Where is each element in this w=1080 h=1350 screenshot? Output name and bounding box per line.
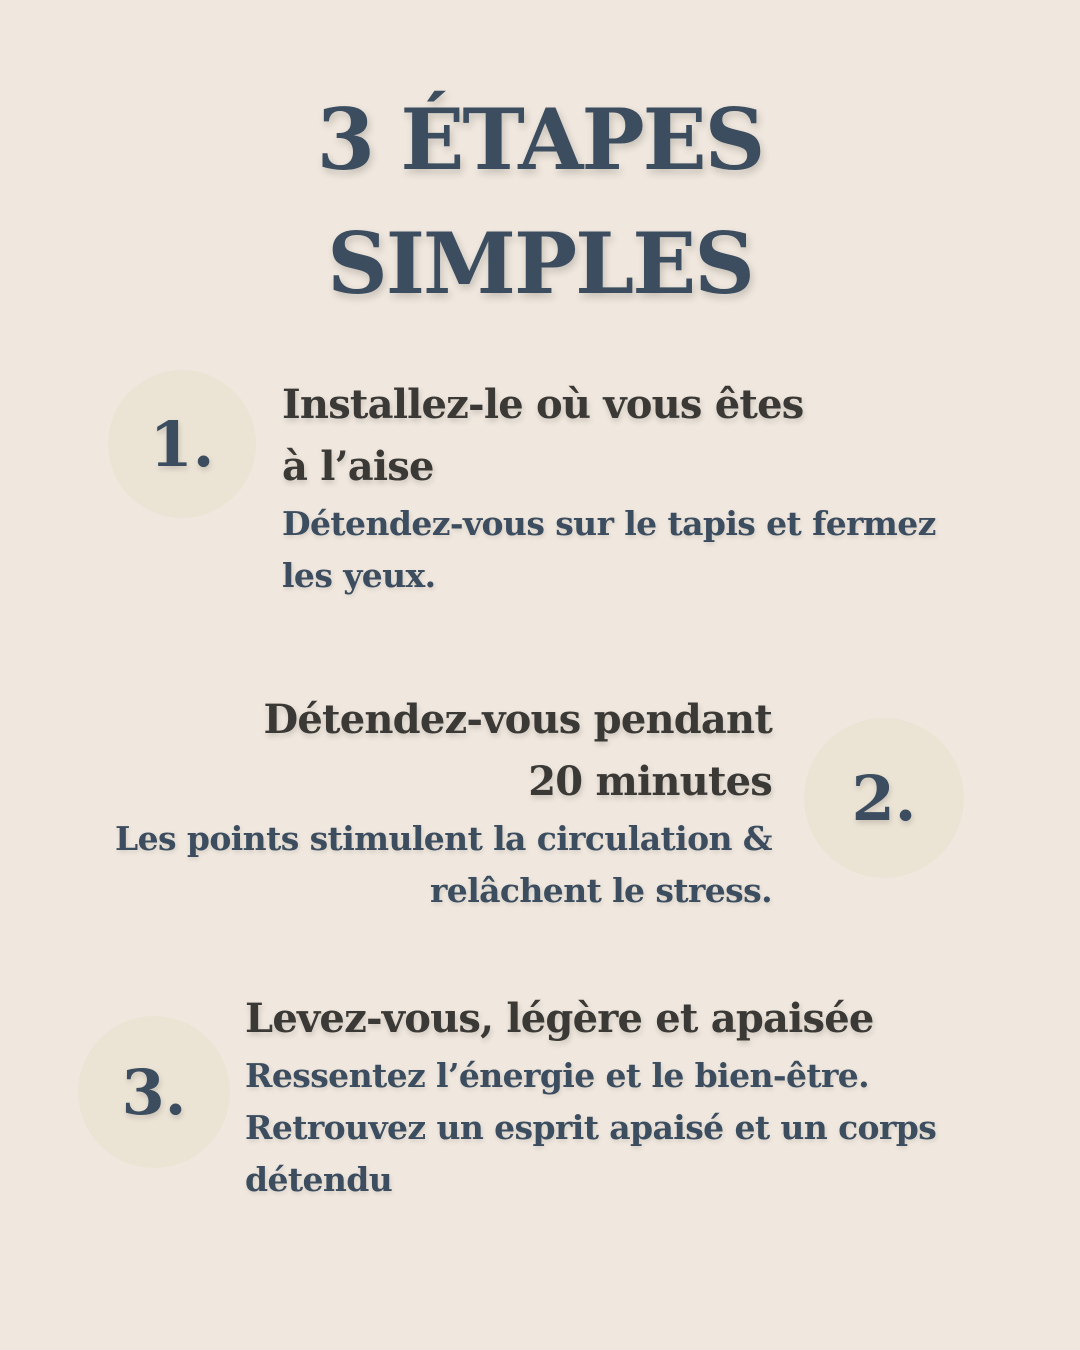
step-3-description-line-3: détendu — [245, 1160, 393, 1199]
step-3-heading-line-1: Levez-vous, légère et apaisée — [245, 995, 874, 1042]
step-3-number: 3. — [121, 1055, 187, 1129]
step-3-number-badge — [78, 1016, 230, 1168]
step-3-description-line-1: Ressentez l’énergie et le bien-être. — [245, 1056, 870, 1095]
step-2-description — [100, 813, 772, 917]
step-2-description-line-2: relâchent le stress. — [430, 871, 772, 910]
title-line-1: 3 ÉTAPES — [316, 90, 764, 189]
step-2 — [100, 689, 772, 917]
step-2-number: 2. — [851, 761, 917, 835]
step-2-heading — [100, 689, 772, 813]
step-1-heading-line-1: Installez-le où vous êtes — [282, 381, 804, 428]
step-3-description-line-2: Retrouvez un esprit apaisé et un corps — [245, 1108, 937, 1147]
step-2-heading-line-1: Détendez-vous pendant — [263, 696, 772, 743]
step-3-description — [245, 1050, 965, 1206]
title-line-2: SIMPLES — [327, 214, 753, 313]
step-2-number-badge — [804, 718, 964, 878]
page-title — [0, 78, 1080, 326]
step-1-description-line-1: Détendez-vous sur le tapis et fermez — [282, 504, 936, 543]
step-1-description — [282, 498, 962, 602]
step-2-heading-line-2: 20 minutes — [528, 758, 772, 805]
step-1-number-badge — [108, 370, 256, 518]
step-1-heading — [282, 374, 962, 498]
step-1-description-line-2: les yeux. — [282, 556, 436, 595]
step-1-heading-line-2: à l’aise — [282, 443, 434, 490]
step-1-number: 1. — [149, 407, 215, 481]
step-2-description-line-1: Les points stimulent la circulation & — [114, 819, 772, 858]
step-3 — [245, 988, 965, 1206]
step-1 — [282, 374, 962, 602]
step-3-heading — [245, 988, 965, 1050]
